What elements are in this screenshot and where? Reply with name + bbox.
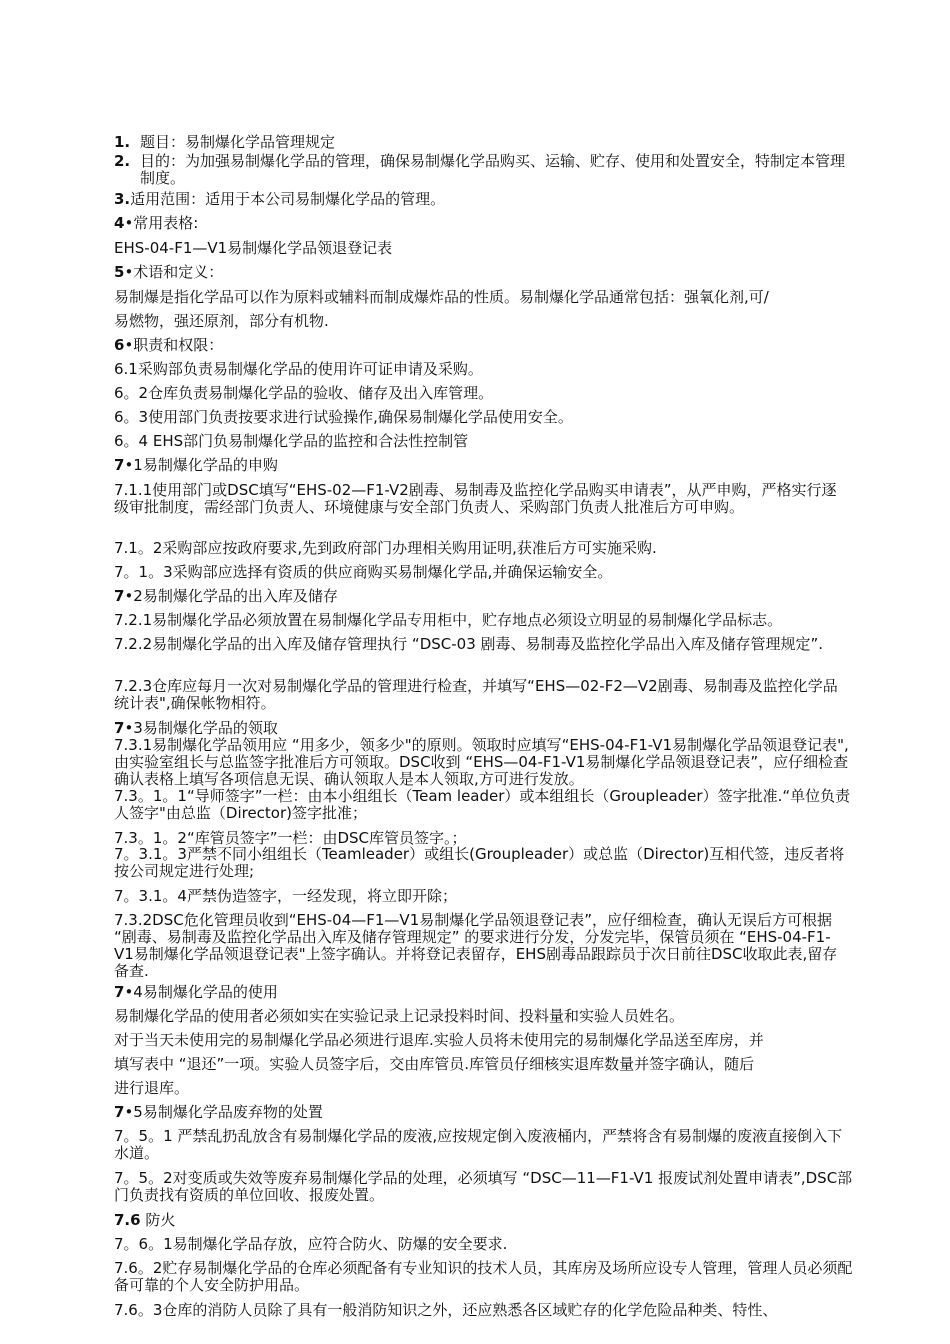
section-7-1-heading — [114, 457, 278, 474]
section-number: 7 — [114, 719, 125, 737]
clause-7-2-1: 7.2.1易制爆化学品必须放置在易制爆化学品专用柜中，贮存地点必须设立明显的易制爆化学品标志。 — [114, 611, 783, 629]
section-number: 2. — [114, 152, 131, 170]
section-title — [114, 134, 858, 151]
clause-7-4-return-line-3: 进行退库。 — [114, 1079, 190, 1097]
section-text: •常用表格: — [124, 214, 199, 232]
section-7-3-heading — [114, 720, 278, 737]
section-7-6-heading — [114, 1212, 175, 1229]
clause-6-2: 6。2仓库负责易制爆化学品的验收、储存及出入库管理。 — [114, 384, 494, 402]
section-text: •4易制爆化学品的使用 — [124, 983, 278, 1001]
section-7-5-heading — [114, 1104, 323, 1121]
clause-7-4-usage: 易制爆化学品的使用者必须如实在实验记录上记录投料时间、投料量和实验人员姓名。 — [114, 1007, 685, 1025]
section-forms-heading — [114, 215, 198, 232]
clause-7-2-3: 7.2.3仓库应每月一次对易制爆化学品的管理进行检查，并填写“EHS—02-F2—V2剧毒、易制毒及监控化学品统计表",确保帐物相符。 — [114, 677, 838, 712]
clause-7-3-1-3: 7。3.1。3严禁不同小组组长（Teamleader）或组长(Groupleader）或总监（Director)互相代签，违反者将按公司规定进行处理; — [114, 845, 845, 880]
section-number: 7 — [114, 983, 125, 1001]
section-number: 7 — [114, 456, 125, 474]
clause-7-4-return-line-2: 填写表中 “退还”一项。实验人员签字后，交由库管员.库管员仔细核实退库数量并签字确认，随后 — [114, 1055, 755, 1073]
section-number: 6 — [114, 336, 125, 354]
clause-7-3-1-4: 7。3.1。4严禁伪造签字，一经发现，将立即开除； — [114, 887, 457, 905]
section-7-4-heading — [114, 984, 278, 1001]
section-number: 7 — [114, 1103, 125, 1121]
section-number: 7 — [114, 587, 125, 605]
section-text: •术语和定义： — [124, 263, 224, 281]
clause-7-1-2: 7.1。2采购部应按政府要求,先到政府部门办理相关购用证明,获准后方可实施采购. — [114, 539, 657, 557]
clause-7-3-1-1: 7.3。1。1“导师签字”一栏：由本小组组长（Team leader）或本组组长（Groupleader）签字批准.“单位负责人签字"由总监（Director)签字批准； — [114, 787, 851, 822]
clause-7-3-1-2: 7.3。1。2“库管员签字”一栏：由DSC库管员签字。； — [114, 829, 467, 847]
definition-line-1: 易制爆是指化学品可以作为原料或辅料而制成爆炸品的性质。易制爆化学品通常包括：强氧化剂,可/ — [114, 288, 769, 306]
clause-7-5-2: 7。5。2对变质或失效等废弃易制爆化学品的处理，必须填写 “DSC—11—F1-V1 报废试剂处置申请表”,DSC部门负责找有资质的单位回收、报废处置。 — [114, 1169, 853, 1204]
clause-7-3-2: 7.3.2DSC危化管理员收到“EHS-04—F1—V1易制爆化学品领退登记表”，应仔细检查，确认无误后方可根据 “剧毒、易制毒及监控化学品出入库及储存管理规定” 的要求进行分发，分发完毕，保管员须在 “EHS-04-F1-V1易制爆化学品领退登记表"上签字确认。并将登记表留存，EHS剧毒品跟踪员于次日前往DSC收取此表,留存备查. — [114, 911, 838, 980]
definition-line-2: 易燃物，强还原剂，部分有机物. — [114, 312, 329, 330]
clause-6-3: 6。3使用部门负责按要求进行试验操作,确保易制爆化学品使用安全。 — [114, 408, 573, 426]
clause-7-2-2: 7.2.2易制爆化学品的出入库及储存管理执行 “DSC-03 剧毒、易制毒及监控化学品出入库及储存管理规定”. — [114, 635, 824, 653]
clause-6-1: 6.1采购部负责易制爆化学品的使用许可证申请及采购。 — [114, 360, 483, 378]
clause-7-3-1: 7.3.1易制爆化学品领用应 “用多少，领多少"的原则。领取时应填写“EHS-04-F1-V1易制爆化学品领退登记表",由实验室组长与总监签字批准后方可领取。DSC收到 “EHS—04-F1-V1易制爆化学品领退登记表”，应仔细检查确认表格上填写各项信息无误、确认领取人是本人领取,方可进行发放。 — [114, 736, 849, 788]
section-number: 1. — [114, 133, 131, 151]
section-text: 目的：为加强易制爆化学品的管理，确保易制爆化学品购买、运输、贮存、使用和处置安全，特制定本管理制度。 — [140, 152, 846, 187]
clause-7-4-return-line-1: 对于当天未使用完的易制爆化学品必须进行退库.实验人员将未使用完的易制爆化学品送至库房，并 — [114, 1031, 764, 1049]
section-responsibilities-heading — [114, 337, 223, 354]
clause-7-6-1: 7。6。1易制爆化学品存放，应符合防火、防爆的安全要求. — [114, 1235, 508, 1253]
section-number: 3. — [114, 190, 131, 208]
section-text: •职责和权限： — [124, 336, 224, 354]
section-text: 题目：易制爆化学品管理规定 — [140, 133, 336, 151]
section-definitions-heading — [114, 264, 223, 281]
clause-7-6-3: 7.6。3仓库的消防人员除了具有一般消防知识之外，还应熟悉各区域贮存的化学危险品种类、特性、 — [114, 1301, 778, 1319]
clause-7-6-2: 7.6。2贮存易制爆化学品的仓库必须配备有专业知识的技术人员，其库房及场所应设专人管理，管理人员必须配备可靠的个人安全防护用品。 — [114, 1259, 853, 1294]
section-text: •3易制爆化学品的领取 — [124, 719, 278, 737]
form-reference: EHS-04-F1—V1易制爆化学品领退登记表 — [114, 239, 393, 257]
section-text: 适用范围：适用于本公司易制爆化学品的管理。 — [130, 190, 446, 208]
section-purpose — [114, 153, 858, 187]
section-text: 防火 — [140, 1211, 176, 1229]
section-text: •5易制爆化学品废弃物的处置 — [124, 1103, 323, 1121]
section-text: •1易制爆化学品的申购 — [124, 456, 278, 474]
section-scope — [114, 191, 445, 208]
section-number: 7.6 — [114, 1211, 141, 1229]
clause-6-4: 6。4 EHS部门负易制爆化学品的监控和合法性控制管 — [114, 432, 469, 450]
section-7-2-heading — [114, 588, 338, 605]
clause-7-1-1: 7.1.1使用部门或DSC填写“EHS-02—F1-V2剧毒、易制毒及监控化学品购买申请表”，从严申购，严格实行逐级审批制度，需经部门负责人、环境健康与安全部门负责人、采购部门负责人批准后方可申购。 — [114, 481, 837, 516]
section-text: •2易制爆化学品的出入库及储存 — [124, 587, 338, 605]
section-number: 5 — [114, 263, 125, 281]
clause-7-5-1: 7。5。1 严禁乱扔乱放含有易制爆化学品的废液,应按规定倒入废液桶内，严禁将含有易制爆的废液直接倒入下水道。 — [114, 1127, 843, 1162]
clause-7-1-3: 7。1。3采购部应选择有资质的供应商购买易制爆化学品,并确保运输安全。 — [114, 563, 613, 581]
section-number: 4 — [114, 214, 125, 232]
